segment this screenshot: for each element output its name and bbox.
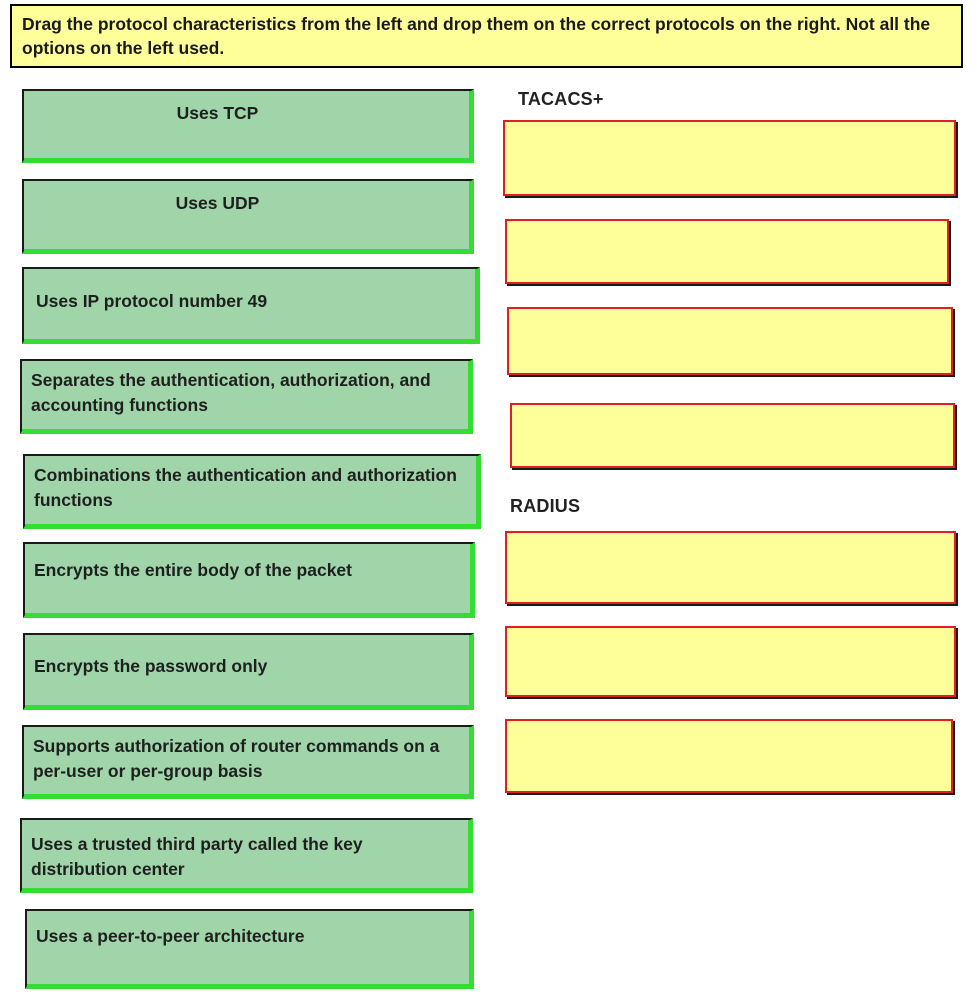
option-separates-aaa[interactable]: Separates the authentication, authorization, and accounting functions [20,359,473,434]
option-key-distribution-center[interactable]: Uses a trusted third party called the key distribution center [20,818,473,893]
option-router-command-authorization[interactable]: Supports authorization of router commands on a per-user or per-group basis [22,725,474,799]
radius-heading: RADIUS [510,496,581,516]
option-uses-udp[interactable]: Uses UDP [22,179,474,254]
option-combines-authn-authz[interactable]: Combinations the authentication and authorization functions [23,454,481,529]
tacacs-heading: TACACS+ [518,89,604,109]
option-encrypts-entire-body[interactable]: Encrypts the entire body of the packet [23,542,475,618]
option-peer-to-peer[interactable]: Uses a peer-to-peer architecture [25,909,474,989]
radius-drop-target-3[interactable] [505,719,953,793]
tacacs-drop-target-1[interactable] [503,120,956,196]
tacacs-drop-target-2[interactable] [505,219,949,284]
radius-drop-target-2[interactable] [505,626,956,697]
option-encrypts-password-only[interactable]: Encrypts the password only [23,633,474,710]
radius-drop-target-1[interactable] [505,531,956,604]
instructions-banner [10,4,963,68]
tacacs-drop-target-3[interactable] [507,307,953,375]
option-uses-tcp[interactable]: Uses TCP [22,89,474,163]
option-ip-protocol-49[interactable]: Uses IP protocol number 49 [22,267,480,344]
instructions-text: Drag the protocol characteristics from the left and drop them on the correct protocols on the right. Not all the options on the left used. [22,14,931,58]
tacacs-drop-target-4[interactable] [510,403,955,468]
